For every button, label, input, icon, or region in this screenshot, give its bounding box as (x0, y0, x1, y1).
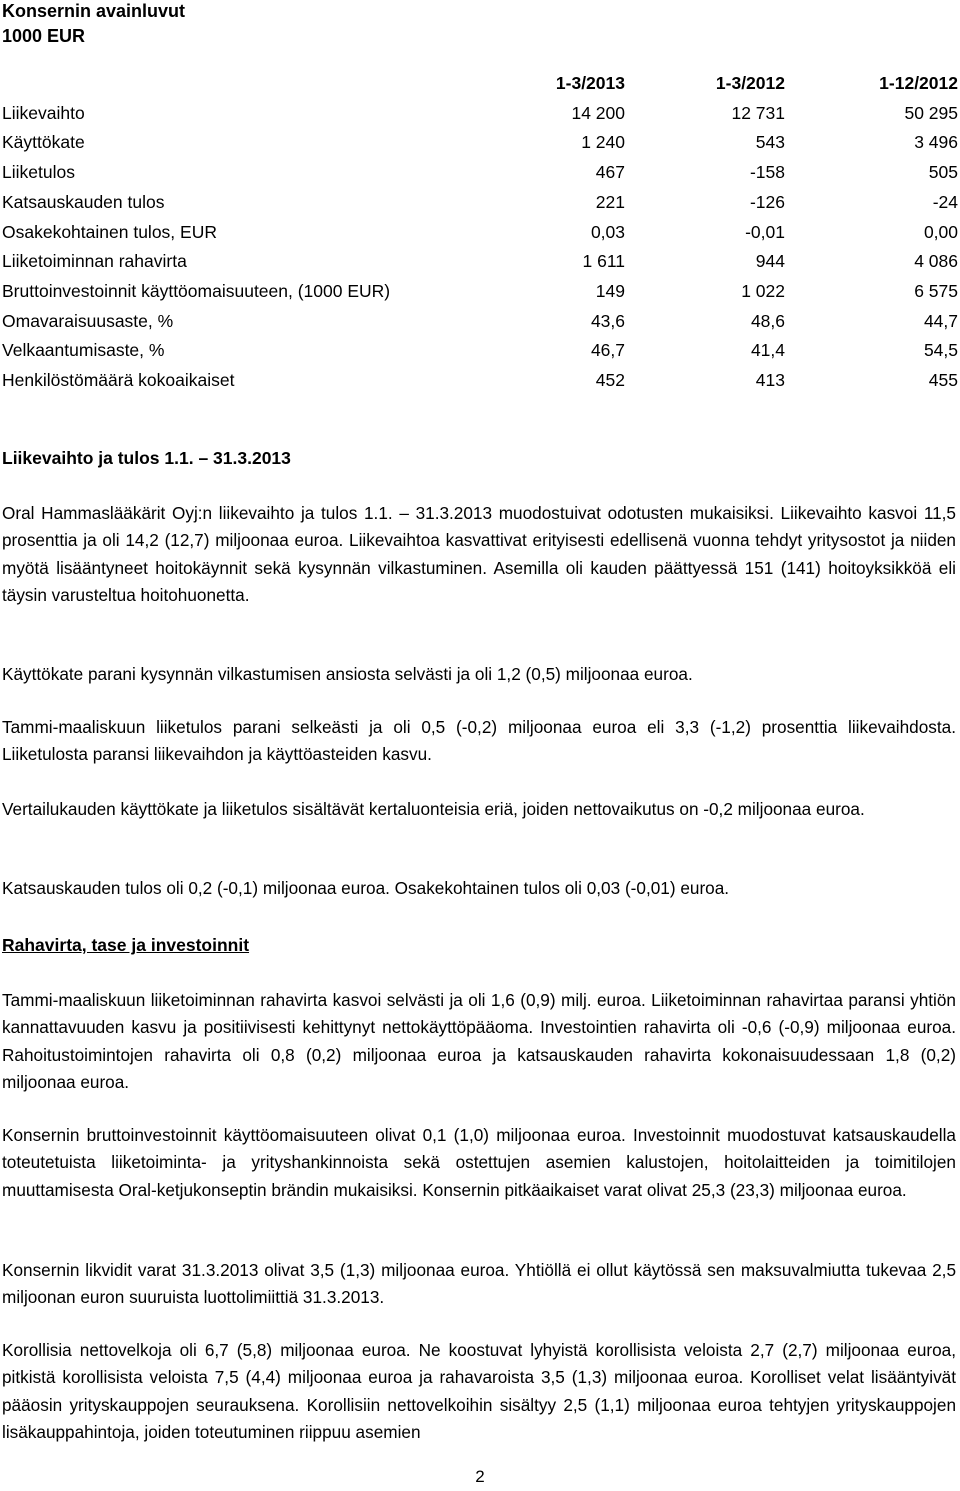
table-row (0, 128, 958, 158)
table-cell: 46,7 (590, 340, 625, 361)
section-heading-revenue: Liikevaihto ja tulos 1.1. – 31.3.2013 (2, 448, 291, 468)
row-label: Liiketulos (2, 162, 75, 183)
section-heading-cashflow: Rahavirta, tase ja investoinnit (2, 935, 250, 955)
column-header: 1-3/2012 (715, 73, 785, 93)
table-cell: -0,01 (745, 221, 785, 242)
table-cell: 1 240 (581, 132, 625, 153)
table-header-row (0, 69, 958, 99)
table-cell: 455 (928, 370, 958, 391)
row-label: Velkaantumisaste, % (2, 340, 165, 361)
key-figures-table (0, 69, 958, 396)
table-cell: 1 611 (582, 251, 625, 272)
table-row (0, 307, 958, 337)
paragraph: Konsernin likvidit varat 31.3.2013 olivat 3,5 (1,3) miljoonaa euroa. Yhtiöllä ei ollut käytössä sen maksuvalmiutta tukevaa 2,5 miljoonan euron suuruista luottolimiittiä 31.3.2013. (2, 1260, 956, 1308)
table-row (0, 188, 958, 218)
row-label: Henkilöstömäärä kokoaikaiset (2, 370, 235, 391)
table-cell: 944 (755, 251, 785, 272)
paragraph: Tammi-maaliskuun liiketulos parani selkeästi ja oli 0,5 (-0,2) miljoonaa euroa eli 3,3 (-1,2) prosenttia liikevaihdosta. Liiketulosta paransi liikevaihdon ja käyttöasteiden kasvu. (2, 717, 956, 765)
table-cell: -24 (932, 191, 958, 212)
row-label: Liiketoiminnan rahavirta (2, 251, 187, 272)
page-number: 2 (475, 1467, 485, 1486)
table-cell: 452 (595, 370, 625, 391)
paragraph: Vertailukauden käyttökate ja liiketulos sisältävät kertaluonteisia eriä, joiden nettovaikutus on -0,2 miljoonaa euroa. (2, 799, 865, 819)
column-header: 1-12/2012 (879, 73, 958, 93)
paragraph: Käyttökate parani kysynnän vilkastumisen ansiosta selvästi ja oli 1,2 (0,5) miljoonaa euroa. (2, 664, 693, 684)
table-row (0, 247, 958, 277)
paragraph: Katsauskauden tulos oli 0,2 (-0,1) miljoonaa euroa. Osakekohtainen tulos oli 0,03 (-0,01) euroa. (2, 878, 730, 898)
table-cell: 48,6 (750, 310, 785, 331)
table-row (0, 99, 958, 129)
currency-unit: 1000 EUR (2, 26, 86, 46)
table-cell: 14 200 (571, 102, 625, 123)
table-header-blank (0, 69, 452, 99)
row-label: Osakekohtainen tulos, EUR (2, 221, 217, 242)
table-cell: 543 (755, 132, 785, 153)
table-cell: 0,03 (590, 221, 625, 242)
paragraph: Oral Hammaslääkärit Oyj:n liikevaihto ja tulos 1.1. – 31.3.2013 muodostuivat odotusten mukaisiksi. Liikevaihto kasvoi 11,5 prosenttia ja oli 14,2 (12,7) miljoonaa euroa. Liikevaihtoa kasvattivat erityisesti edellisenä vuonna tehdyt yritysostot ja niiden myötä lisääntyneet hoitokäynnit sekä kysynnän vilkastuminen. Asemilla oli kauden päättyessä 151 (141) hoitoyksikköä eli täysin varusteltua hoitohuonetta. (2, 503, 956, 605)
table-row (0, 336, 958, 366)
table-cell: 50 295 (904, 102, 958, 123)
paragraph: Konsernin bruttoinvestoinnit käyttöomaisuuteen olivat 0,1 (1,0) miljoonaa euroa. Investoinnit muodostuvat katsauskaudella toteutetuista liiketoiminta- ja yrityshankinnoista sekä ostettujen asemien kalustojen, hoitolaitteiden ja toimitilojen muuttamisesta Oral-ketjukonseptin brändin mukaisiksi. Konsernin pitkäaikaiset varat olivat 25,3 (23,3) miljoonaa euroa. (2, 1125, 956, 1200)
table-cell: 505 (928, 162, 958, 183)
table-cell: 1 022 (741, 280, 785, 301)
table-row (0, 366, 958, 396)
row-label: Omavaraisuusaste, % (2, 310, 174, 331)
table-cell: 4 086 (914, 251, 958, 272)
row-label: Liikevaihto (2, 102, 85, 123)
column-header: 1-3/2013 (555, 73, 625, 93)
paragraph: Tammi-maaliskuun liiketoiminnan rahavirta kasvoi selvästi ja oli 1,6 (0,9) milj. euroa. Liiketoiminnan rahavirtaa paransi yhtiön kannattavuuden kasvu ja positiivisesti kehittynyt nettokäyttöpääoma. Investointien rahavirta oli -0,6 (-0,9) miljoonaa euroa. Rahoitustoimintojen rahavirta oli 0,8 (0,2) miljoonaa euroa ja katsauskauden rahavirta kokonaisuudessaan 1,8 (0,2) miljoonaa euroa. (2, 990, 956, 1092)
table-row (0, 218, 958, 248)
table-cell: -158 (749, 162, 785, 183)
table-cell: 12 731 (731, 102, 785, 123)
table-cell: 413 (755, 370, 785, 391)
row-label: Katsauskauden tulos (2, 191, 165, 212)
table-cell: 221 (595, 191, 625, 212)
table-cell: 3 496 (914, 132, 958, 153)
table-row (0, 277, 958, 307)
table-cell: 44,7 (923, 310, 958, 331)
table-cell: -126 (749, 191, 785, 212)
table-cell: 41,4 (750, 340, 785, 361)
table-cell: 467 (595, 162, 625, 183)
table-cell: 0,00 (923, 221, 958, 242)
row-label: Bruttoinvestoinnit käyttöomaisuuteen, (1000 EUR) (2, 280, 391, 301)
row-label: Käyttökate (2, 132, 85, 153)
table-cell: 43,6 (590, 310, 625, 331)
document-title: Konsernin avainluvut (2, 1, 186, 21)
table-row (0, 158, 958, 188)
table-cell: 6 575 (914, 280, 958, 301)
table-cell: 149 (595, 280, 625, 301)
paragraph: Korollisia nettovelkoja oli 6,7 (5,8) miljoonaa euroa. Ne koostuvat lyhyistä korollisista veloista 2,7 (2,7) miljoonaa euroa, pitkistä korollisista veloista 7,5 (4,4) miljoonaa euroa ja rahavaroista 3,5 (1,3) miljoonaa euroa. Korolliset velat lisääntyivät pääosin yrityskauppojen seurauksena. Korollisiin nettovelkoihin sisältyy 2,5 (1,1) miljoonaa euroa tehtyjen yrityskauppojen lisäkauppahintoja, joiden toteutuminen riippuu asemien (2, 1340, 956, 1442)
table-cell: 54,5 (923, 340, 958, 361)
